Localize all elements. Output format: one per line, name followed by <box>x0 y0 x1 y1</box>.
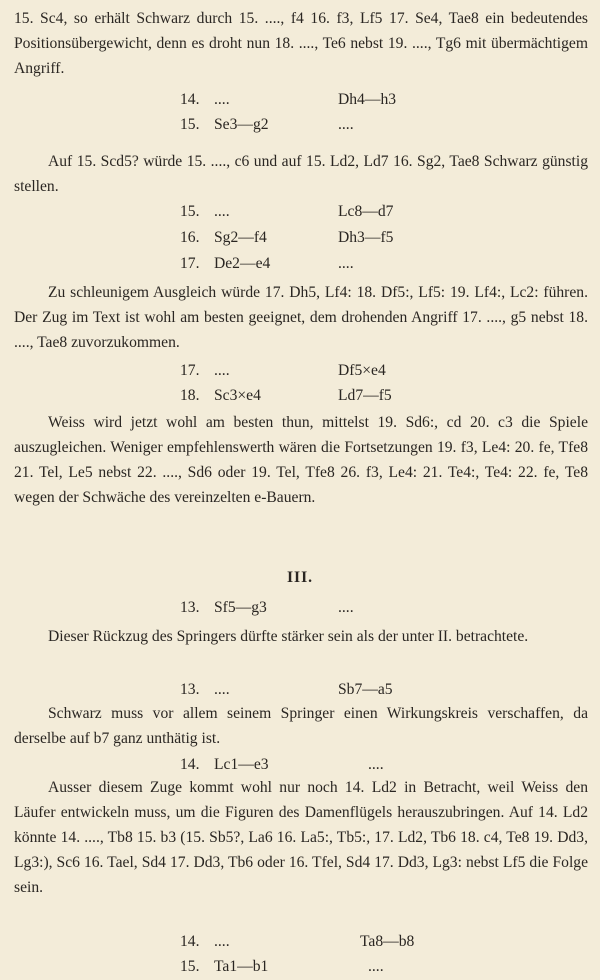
move-number: 14. <box>180 756 200 773</box>
commentary-paragraph: Dieser Rückzug des Springers dürfte stärker sein als der unter II. betrachtete. <box>48 628 529 645</box>
white-move: Ta1—b1 <box>214 958 269 975</box>
commentary-paragraph: Auf 15. Scd5? würde 15. ...., c6 und auf 15. Ld2, Ld7 16. Sg2, Tae8 Schwarz günstig stellen. <box>14 153 588 195</box>
black-move: Sb7—a5 <box>338 681 393 698</box>
move-number: 17. <box>180 255 200 272</box>
white-move: Sf5—g3 <box>214 599 267 616</box>
white-move: .... <box>214 203 230 220</box>
move-number: 13. <box>180 681 200 698</box>
black-move: Ta8—b8 <box>360 933 415 950</box>
black-move: Dh4—h3 <box>338 91 397 108</box>
commentary-paragraph: Zu schleunigem Ausgleich würde 17. Dh5, Lf4: 18. Df5:, Lf5: 19. Lf4:, Lc2: führen. Der Zug im Text ist wohl am besten geeignet, dem drohenden Angriff 17. ...., g5 nebst 18. ...., Tae8 zuvorzukommen. <box>14 284 588 351</box>
white-move: De2—e4 <box>214 255 271 272</box>
commentary-paragraph: Schwarz muss vor allem seinem Springer einen Wirkungskreis verschaffen, da derselbe auf b7 ganz unthätig ist. <box>14 705 588 747</box>
white-move: Sg2—f4 <box>214 229 267 246</box>
white-move: Se3—g2 <box>214 116 269 133</box>
black-move: .... <box>338 255 354 272</box>
move-number: 16. <box>180 229 200 246</box>
white-move: .... <box>214 91 230 108</box>
black-move: .... <box>368 958 384 975</box>
move-number: 14. <box>180 933 200 950</box>
commentary-paragraph: 15. Sc4, so erhält Schwarz durch 15. ...., f4 16. f3, Lf5 17. Se4, Tae8 ein bedeutendes Positionsübergewicht, denn es droht nun 18. ...., Te6 nebst 19. ...., Tg6 mit übermächtigem Angriff. <box>14 10 588 77</box>
black-move: .... <box>368 756 384 773</box>
commentary-paragraph: Weiss wird jetzt wohl am besten thun, mittelst 19. Sd6:, cd 20. c3 die Spiele auszugleichen. Weniger empfehlenswerth wären die Fortsetzungen 19. f3, Le4: 20. fe, Tfe8 21. Tel, Le5 nebst 22. ...., Sd6 oder 19. Tel, Tfe8 26. f3, Le4: 21. Te4:, Te4: 22. fe, Te8 wegen der Schwäche des vereinzelten e-Bauern. <box>14 414 588 506</box>
black-move: Dh3—f5 <box>338 229 394 246</box>
move-number: 18. <box>180 387 200 404</box>
move-number: 15. <box>180 958 200 975</box>
white-move: .... <box>214 933 230 950</box>
black-move: .... <box>338 116 354 133</box>
black-move: .... <box>338 599 354 616</box>
black-move: Ld7—f5 <box>338 387 392 404</box>
move-number: 13. <box>180 599 200 616</box>
black-move: Lc8—d7 <box>338 203 394 220</box>
white-move: .... <box>214 681 230 698</box>
move-number: 14. <box>180 91 200 108</box>
white-move: Lc1—e3 <box>214 756 269 773</box>
white-move: .... <box>214 362 230 379</box>
move-number: 17. <box>180 362 200 379</box>
commentary-paragraph: Ausser diesem Zuge kommt wohl nur noch 14. Ld2 in Betracht, weil Weiss den Läufer entwickeln muss, um die Figuren des Damenflügels herauszubringen. Auf 14. Ld2 könnte 14. ...., Tb8 15. b3 (15. Sb5?, La6 16. La5:, Tb5:, 17. Ld2, Tb6 18. c4, Te8 19. Dd3, Lg3:), Sc6 16. Tael, Sd4 17. Dd3, Tb6 oder 16. Tfel, Sd4 17. Dd3, Lg3: nebst Lf5 die Folge sein. <box>14 779 588 896</box>
move-number: 15. <box>180 116 200 133</box>
move-number: 15. <box>180 203 200 220</box>
section-heading: III. <box>286 569 314 586</box>
black-move: Df5×e4 <box>338 362 386 379</box>
white-move: Sc3×e4 <box>214 387 261 404</box>
